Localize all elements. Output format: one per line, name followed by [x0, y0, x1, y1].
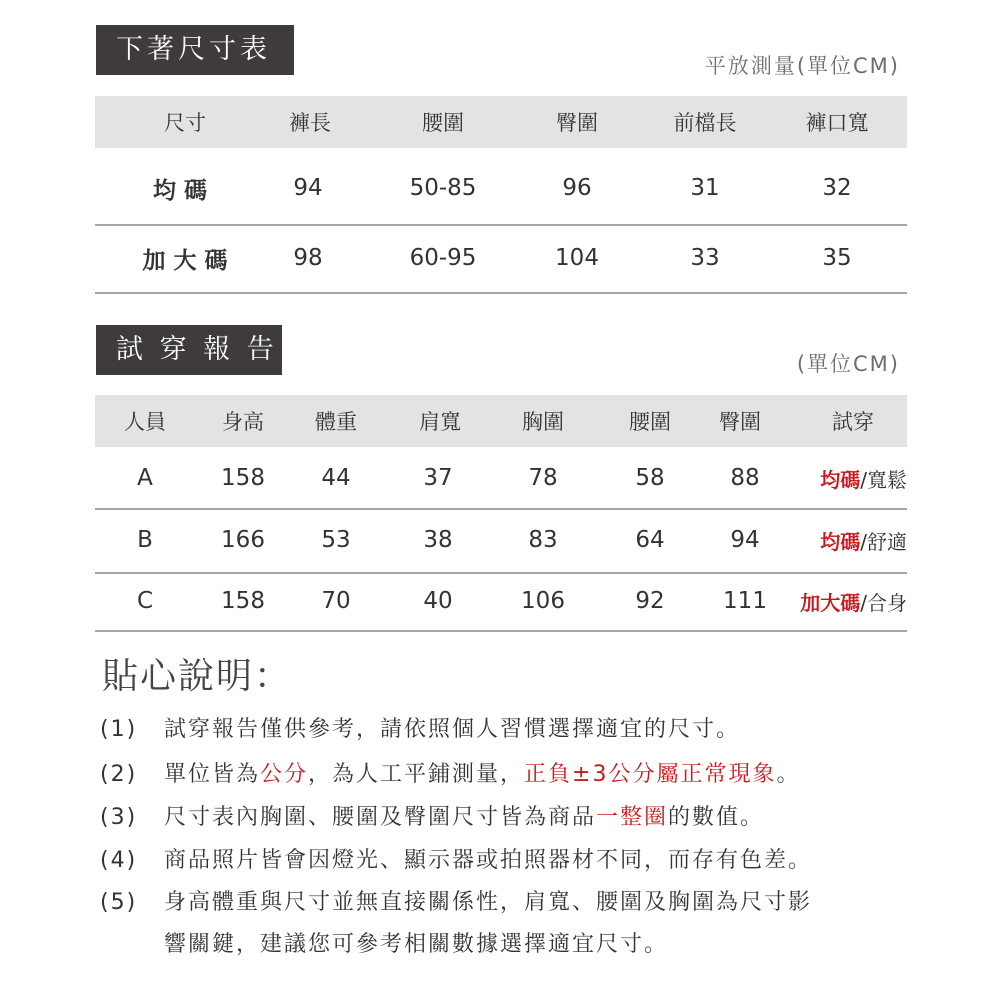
note-number: (1): [100, 717, 138, 742]
size-chart-header-length: 褲長: [289, 111, 331, 135]
size-value: 35: [822, 245, 852, 271]
size-value: 104: [555, 245, 599, 271]
height-value: 158: [221, 465, 265, 491]
size-value: 31: [690, 175, 720, 201]
fit-header-height: 身高: [222, 410, 264, 434]
note-highlight: 一整圈: [596, 805, 669, 830]
size-label: 加 大 碼: [142, 247, 228, 274]
table-row: [95, 448, 907, 510]
size-value: 96: [562, 175, 592, 201]
fit-header-chest: 胸圍: [522, 410, 564, 434]
waist-value: 92: [635, 588, 665, 614]
height-value: 158: [221, 588, 265, 614]
waist-value: 64: [635, 527, 665, 553]
table-row: [95, 572, 907, 632]
note-text: 響關鍵，建議您可參考相關數據選擇適宜尺寸。: [164, 932, 669, 957]
note-item: [100, 757, 801, 788]
size-chart-header-hip: 臀圍: [556, 111, 598, 135]
size-chart-unit-note: 平放測量(單位CM): [704, 54, 900, 78]
hip-value: 111: [723, 588, 767, 614]
note-text: 單位皆為: [164, 762, 261, 787]
hip-value: 94: [730, 527, 760, 553]
fit-report-title: 試 穿 報 告: [96, 325, 282, 375]
note-number: (4): [100, 848, 138, 873]
chest-value: 83: [528, 527, 558, 553]
fit-report-header-row: [95, 395, 907, 447]
fit-size: 加大碼: [800, 590, 861, 615]
size-value: 94: [293, 175, 323, 201]
size-value: 98: [293, 245, 323, 271]
note-item: [100, 712, 740, 743]
note-highlight: 公分: [260, 762, 309, 787]
size-value: 60-95: [409, 245, 477, 271]
weight-value: 53: [321, 527, 351, 553]
person-label: B: [137, 527, 153, 553]
note-item: [100, 927, 668, 958]
shoulder-value: 40: [423, 588, 453, 614]
note-item: [100, 800, 764, 831]
fit-size: 均碼: [820, 529, 861, 554]
weight-value: 44: [321, 465, 351, 491]
waist-value: 58: [635, 465, 665, 491]
fit-header-shoulder: 肩寬: [419, 410, 461, 434]
table-row: [95, 508, 907, 574]
fit-header-fit: 試穿: [832, 410, 874, 434]
fit-result: [785, 508, 907, 572]
note-number: (5): [100, 890, 138, 915]
notes-title: 貼心說明：: [102, 656, 293, 697]
size-chart-header-rise: 前檔長: [673, 111, 737, 135]
size-chart-header-row: [95, 96, 907, 148]
note-text: 的數值。: [668, 805, 765, 830]
note-text: ，為人工平鋪測量，: [308, 762, 525, 787]
fit-size: 均碼: [820, 467, 861, 492]
fit-header-waist: 腰圍: [629, 410, 671, 434]
shoulder-value: 37: [423, 465, 453, 491]
fit-desc: /合身: [860, 590, 907, 615]
note-number: (2): [100, 762, 138, 787]
table-row: [95, 152, 907, 226]
chest-value: 78: [528, 465, 558, 491]
size-label: 均 碼: [152, 177, 207, 204]
note-text: 。: [776, 762, 801, 787]
size-value: 33: [690, 245, 720, 271]
note-number: (3): [100, 805, 138, 830]
note-text: 試穿報告僅供參考，請依照個人習慣選擇適宜的尺寸。: [164, 717, 741, 742]
note-item: [100, 843, 812, 874]
fit-result: [785, 448, 907, 508]
chest-value: 106: [521, 588, 565, 614]
weight-value: 70: [321, 588, 351, 614]
fit-report-unit-note: (單位CM): [796, 352, 900, 376]
size-chart-title: 下著尺寸表: [96, 25, 294, 75]
size-value: 50-85: [409, 175, 477, 201]
person-label: A: [137, 465, 153, 491]
person-label: C: [136, 588, 154, 614]
size-chart-header-waist: 腰圍: [422, 111, 464, 135]
note-text: 尺寸表內胸圍、腰圍及臀圍尺寸皆為商品: [164, 805, 597, 830]
size-value: 32: [822, 175, 852, 201]
size-chart-header-hem: 褲口寬: [805, 111, 869, 135]
hip-value: 88: [730, 465, 760, 491]
size-chart-header-size: 尺寸: [164, 111, 206, 135]
note-item: [100, 885, 812, 916]
fit-desc: /寬鬆: [860, 467, 907, 492]
fit-result: [771, 572, 907, 630]
fit-desc: /舒適: [860, 529, 907, 554]
note-text: 身高體重與尺寸並無直接關係性，肩寬、腰圍及胸圍為尺寸影: [164, 890, 813, 915]
fit-header-hip: 臀圍: [719, 410, 761, 434]
note-text: 商品照片皆會因燈光、顯示器或拍照器材不同，而存有色差。: [164, 848, 813, 873]
table-row: [95, 224, 907, 294]
shoulder-value: 38: [423, 527, 453, 553]
fit-header-person: 人員: [124, 410, 166, 434]
height-value: 166: [221, 527, 265, 553]
fit-header-weight: 體重: [315, 410, 357, 434]
note-highlight: 正負±3公分屬正常現象: [524, 762, 777, 787]
